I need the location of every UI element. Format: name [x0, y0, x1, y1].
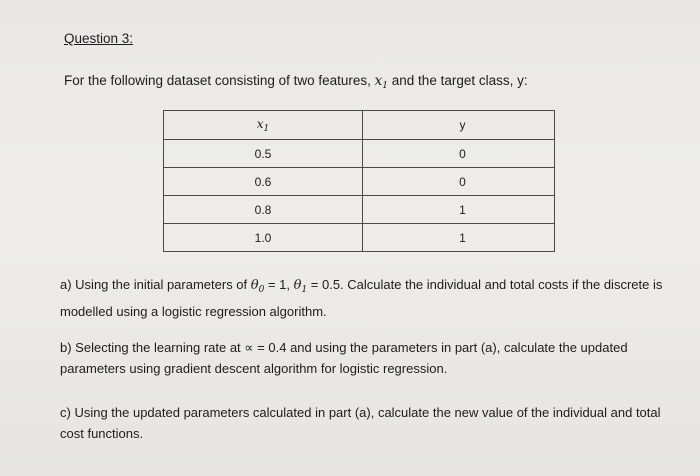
header-y: y — [363, 111, 555, 140]
table-row — [164, 140, 555, 168]
cell-y: 1 — [459, 202, 466, 217]
intro-text-tail: and the target class, y: — [388, 73, 528, 88]
cell-y: 1 — [459, 230, 466, 245]
intro-text — [64, 73, 528, 91]
intro-text-lead: For the following dataset consisting of two features, — [64, 73, 375, 88]
question-heading: Question 3: — [64, 31, 134, 46]
part-b-text: b) Selecting the learning rate at ∝ = 0.4 and using the parameters in part (a), calculate the updated parameters using gradient descent algorithm for logistic regression. — [60, 340, 628, 376]
table-row — [164, 196, 555, 224]
theta0: $\theta_0$ — [250, 278, 265, 295]
cell-x1: 1.0 — [254, 230, 272, 245]
cell-x1: 0.5 — [254, 146, 272, 161]
part-c-text: c) Using the updated parameters calculated in part (a), calculate the new value of the individual and total cost functions. — [60, 405, 661, 441]
theta1: $\theta_1$ — [293, 278, 308, 295]
cell-y: 0 — [459, 146, 466, 161]
table-header-row — [164, 111, 555, 140]
cell-x1: 0.6 — [254, 174, 272, 189]
table-row — [164, 168, 555, 196]
cell-x1: 0.8 — [254, 202, 272, 217]
feature-variable-subscript: 1 — [382, 81, 389, 91]
header-x1-symbol: x — [256, 116, 264, 131]
feature-variable — [375, 73, 388, 89]
header-x1 — [164, 111, 363, 140]
header-x1-subscript: 1 — [263, 123, 270, 134]
feature-variable-symbol: x — [374, 73, 383, 89]
table-row — [164, 224, 555, 252]
part-a-text: a) Using the initial parameters of $\theta_0 = 1$, $\theta_1 = 0.5$. Calculate the individual and total costs if the discrete is modelled using a logistic regression algorithm. — [60, 277, 663, 319]
dataset-table — [163, 110, 555, 252]
cell-y: 0 — [459, 174, 466, 189]
